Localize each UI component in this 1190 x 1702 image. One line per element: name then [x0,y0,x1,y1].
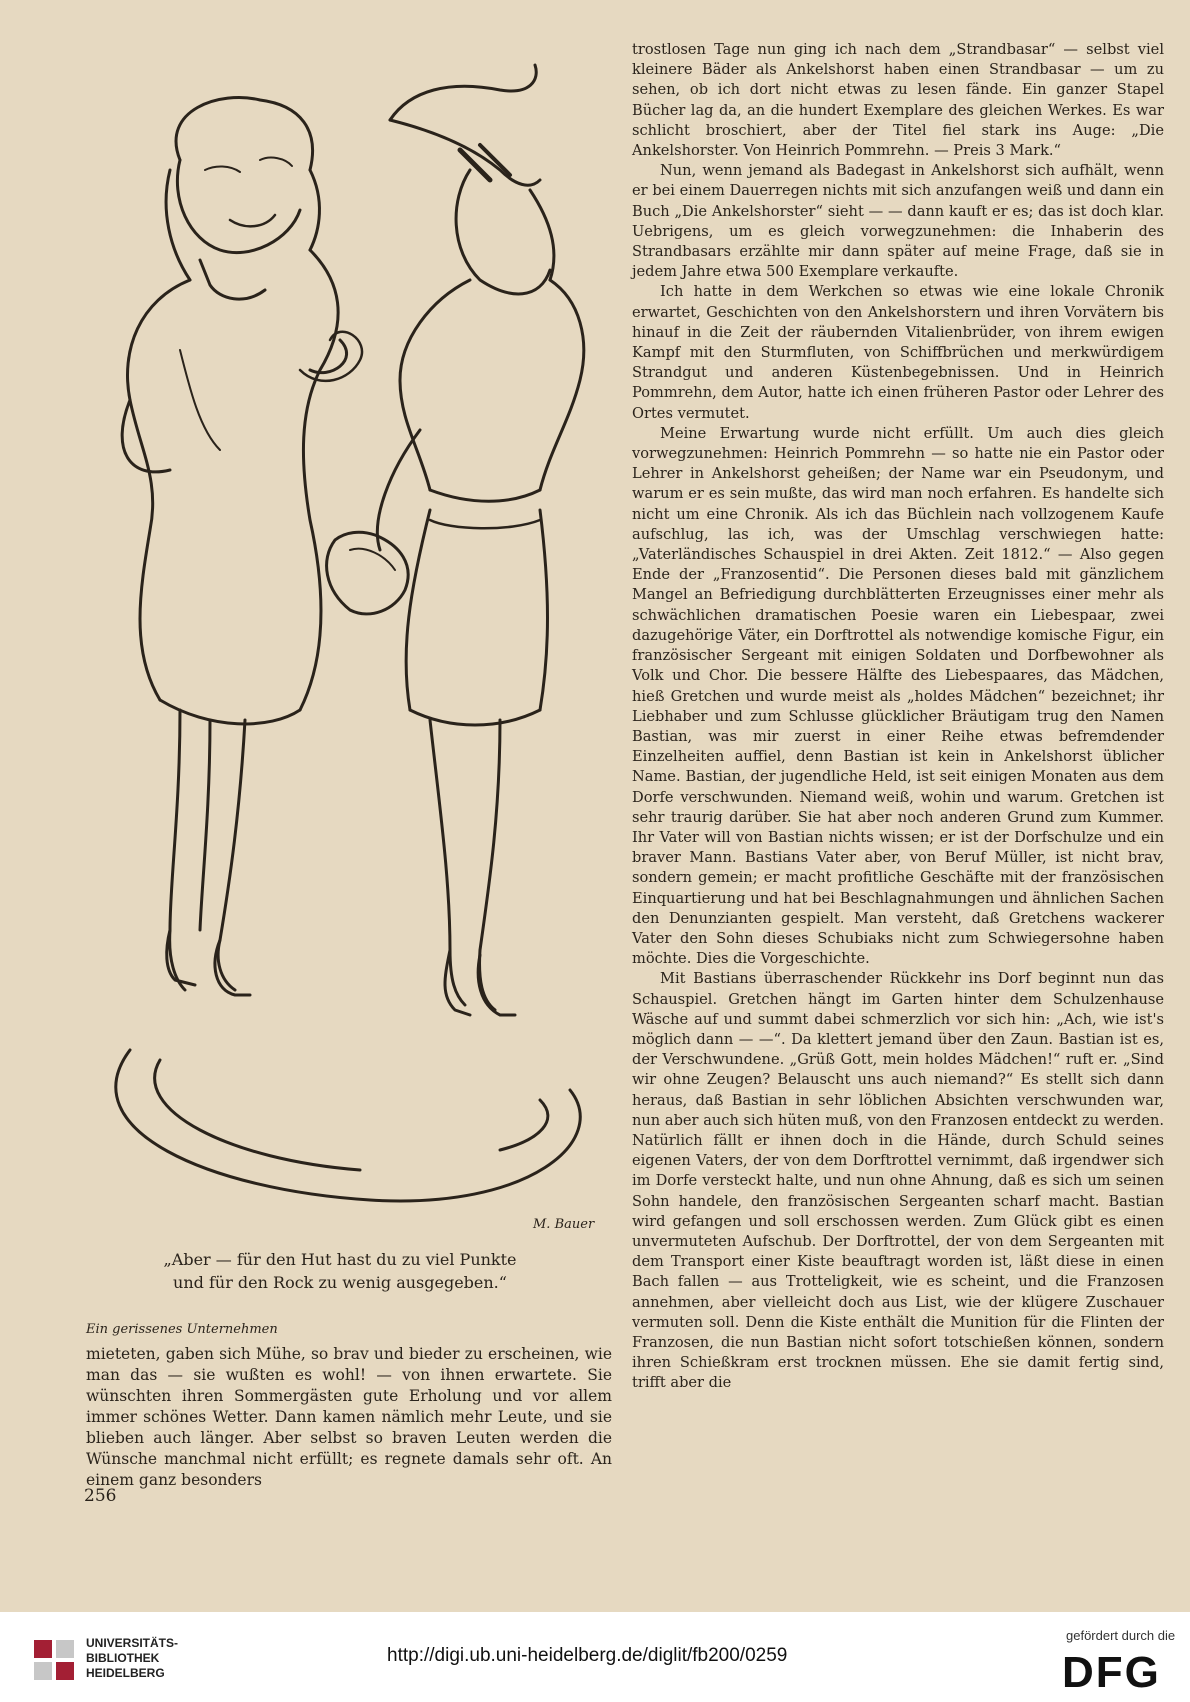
right-text-column [632,40,1164,1394]
library-name-line: BIBLIOTHEK [86,1651,160,1665]
source-url-link[interactable]: http://digi.ub.uni-heidelberg.de/diglit/fb200/0259 [387,1645,788,1666]
paragraph: Nun, wenn jemand als Badegast in Ankelshorst sich aufhält, wenn er bei einem Dauerregen nichts mit sich anzufangen weiß und dann ein Buch „Die Ankelshorster“ sieht — — dann kauft er es; das ist doch klar. Uebrigens, um es gleich vorwegzunehmen: die Inhaberin des Strandbasars erzählte mir dann später auf meine Frage, daß sie in jedem Jahre etwa 500 Exemplare verkaufte. [632,162,1164,281]
library-name-line: UNIVERSITÄTS- [86,1636,179,1650]
paragraph: Ich hatte in dem Werkchen so etwas wie eine lokale Chronik erwartet, Geschichten von den Ankelshorstern und ihren Vorvätern bis hinauf in die Zeit der räubernden Vitalienbrüder, von ihrem ewigen Kampf mit den Sturmfluten, von Schiffbrüchen und merkwürdigem Strandgut und anderen Küstenbegebnissen. Und in Heinrich Pommrehn, dem Autor, hatte ich einen früheren Pastor oder Lehrer des Ortes vermutet. [632,283,1164,422]
paragraph: mieteten, gaben sich Mühe, so brav und bieder zu erscheinen, wie man das — sie wußten es wohl! — von ihnen erwartete. Sie wünschten ihren Sommergästen gute Erholung und vor allem immer schönes Wetter. Dann kamen nämlich mehr Leute, und sie blieben auch länger. Aber selbst so braven Leuten werden die Wünsche manchmal nicht erfüllt; es regnete damals sehr oft. An einem ganz besonders [86,1345,612,1489]
university-library-logo-icon [30,1636,78,1684]
paragraph: Mit Bastians überraschender Rückkehr ins Dorf beginnt nun das Schauspiel. Gretchen hängt im Garten hinter dem Schulzenhause Wäsche auf und summt dabei schmerzlich vor sich hin: „Ach, wie ist's möglich dann — —“. Da klettert jemand über den Zaun. Bastian ist es, der Verschwundene. „Grüß Gott, mein holdes Mädchen!“ ruft er. „Sind wir ohne Zeugen? Belauscht uns auch niemand?“ Es stellt sich dann heraus, daß Bastian in sehr löblichen Absichten verschwunden war, nun aber auch sich hüten muß, von den Franzosen entdeckt zu werden. Natürlich fällt er ihnen doch in die Hände, durch Schuld seines eigenen Vaters, der von dem Dorftrottel vernimmt, daß irgendwer sich im Dorfe versteckt halte, und nun ohne Ahnung, daß es sich um seinen Sohn handele, den französischen Sergeanten scharf macht. Bastian wird gefangen und soll erschossen werden. Zum Glück gibt es einen unvermuteten Aufschub. Der Dorftrottel, der von dem Sergeanten mit dem Transport einer Kiste beauftragt worden ist, läßt diese in einen Bach fallen — aus Trotteligkeit, wie es scheint, und die Franzosen annehmen, aber vielleicht doch aus List, wie der klügere Zuschauer vermuten soll. Denn die Kiste enthält die Munition für die Flinten der Franzosen, die nun Bastian nicht sofort totschießen können, sondern ihren Schießkram erst trocknen müssen. Ehe sie damit fertig sind, trifft aber die [632,970,1164,1392]
caption-line: und für den Rock zu wenig ausgegeben.“ [173,1273,507,1292]
illustration-signature: M. Bauer [533,1217,595,1232]
library-name [86,1636,178,1681]
fashion-illustration-two-women [70,50,630,1250]
paragraph: Meine Erwartung wurde nicht erfüllt. Um auch dies gleich vorwegzunehmen: Heinrich Pommrehn — so hatte nie ein Pastor oder Lehrer in Ankelshorst geheißen; der Name war ein Pseudonym, und warum er es sein mußte, das wird man noch erfahren. Es handelte sich nicht um eine Chronik. Als ich das Büchlein nach vollzogenem Kaufe aufschlug, las ich, was der Umschlag verschwiegen hatte: „Vaterländisches Schauspiel in drei Akten. Zeit 1812.“ — Also gegen Ende der „Franzosentid“. Die Personen dieses bald mit gänzlichem Mangel an Befriedigung durchblätterten Erzeugnisses einer mehr als schwächlichen dramatischen Poesie waren ein Liebespaar, zwei dazugehörige Väter, ein Dorftrottel als notwendige komische Figur, ein französischer Sergeant mit einigen Soldaten und Dorfbewohner als Volk und Chor. Die bessere Hälfte des Liebespaares, das Mädchen, hieß Gretchen und wurde meist als „holdes Mädchen“ bezeichnet; ihr Liebhaber und zum Schlusse glücklicher Bräutigam trug den Namen Bastian, was mir zuerst in einer Reihe etwas befremdender Einzelheiten auffiel, denn Bastian ist kein in Ankelshorst üblicher Name. Bastian, der jugendliche Held, ist seit einigen Monaten aus dem Dorfe verschwunden. Niemand weiß, wohin und warum. Gretchen ist sehr traurig darüber. Sie hat aber noch anderen Grund zum Kummer. Ihr Vater will von Bastian nichts wissen; er ist der Dorfschulze und ein braver Mann. Bastians Vater aber, von Beruf Müller, ist nicht brav, sondern gemein; er macht profitliche Geschäfte mit der französischen Einquartierung und hat bei Beschlagnahmungen und ähnlichen Sachen den Denunzianten gespielt. Man versteht, daß Gretchens wackerer Vater den Sohn dieses Schubiaks nicht zum Schwiegersohne haben möchte. Dies die Vorgeschichte. [632,424,1164,968]
dfg-logo: DFG [1062,1648,1161,1697]
funding-caption: gefördert durch die [1066,1628,1176,1643]
paragraph: trostlosen Tage nun ging ich nach dem „Strandbasar“ — selbst viel kleinere Bäder als Ankelshorst haben einen Strandbasar — um zu sehen, ob ich dort nicht etwas zu lesen fände. Ein ganzer Stapel Bücher lag da, an die hundert Exemplare des gleichen Werkes. Es war schlicht broschiert, aber der Titel fiel stark ins Auge: „Die Ankelshorster. Von Heinrich Pommrehn. — Preis 3 Mark.“ [632,41,1164,160]
running-section-heading: Ein gerissenes Unternehmen [86,1322,278,1337]
page-number: 256 [84,1486,117,1506]
caption-line: „Aber — für den Hut hast du zu viel Punkte [163,1250,517,1269]
illustration-caption [130,1248,550,1294]
left-text-column [86,1344,612,1491]
footer-bar [0,1612,1190,1702]
library-name-line: HEIDELBERG [86,1666,165,1680]
